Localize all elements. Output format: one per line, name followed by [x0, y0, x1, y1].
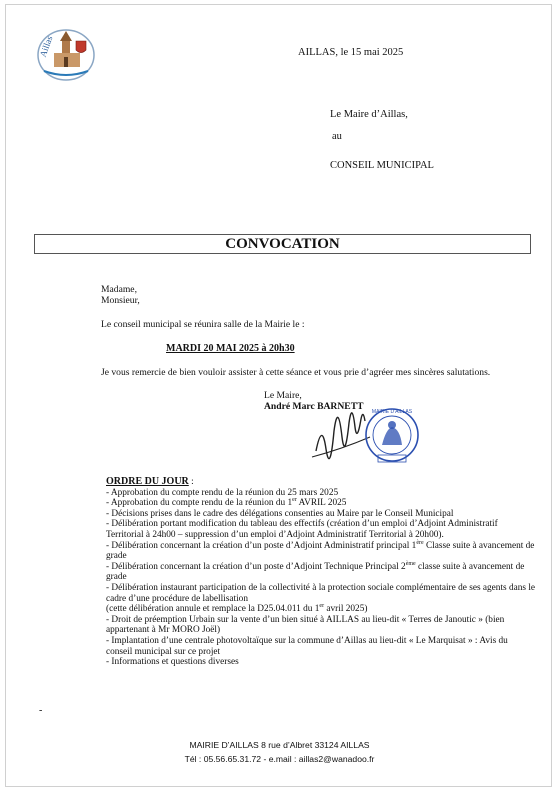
meeting-date: MARDI 20 MAI 2025 à 20h30 [166, 343, 295, 354]
footer-address: MAIRIE D’AILLAS 8 rue d’Albret 33124 AILLAS [189, 740, 370, 750]
agenda [106, 477, 536, 668]
place-and-date: AILLAS, le 15 mai 2025 [298, 47, 404, 58]
footer-contact: Tél : 05.56.65.31.72 - e.mail : aillas2@wanadoo.fr [184, 754, 375, 764]
agenda-item: - Approbation du compte rendu de la réunion du 1er AVRIL 2025 [106, 497, 347, 509]
agenda-item: - Délibération instaurant participation de la collectivité à la protection sociale complémentaire de ses agents dans le cadre d’une procédure de labellisation [106, 582, 536, 604]
letter-page [5, 4, 552, 787]
agenda-heading-line [106, 477, 536, 488]
closing-sentence: Je vous remercie de bien vouloir assister à cette séance et vous prie d’agréer mes sincères salutations. [101, 367, 491, 378]
address-to-word: au [332, 131, 342, 142]
salutation-monsieur: Monsieur, [101, 295, 140, 306]
margin-dash: - [39, 705, 43, 716]
recipient-line: CONSEIL MUNICIPAL [330, 160, 434, 171]
sender-line: Le Maire d’Aillas, [330, 109, 408, 120]
agenda-item: - Implantation d’une centrale photovoltaïque sur la commune d’Aillas au lieu-dit « Le Marquisat » : Avis du conseil municipal sur ce projet [106, 635, 508, 657]
agenda-item: - Délibération portant modification du tableau des effectifs (création d’un emploi d’Adjoint Administratif Territorial à 24h00 – suppression d’un emploi d’Adjoint Administratif Territorial à 20h00). [106, 519, 498, 540]
signatory-role: Le Maire, [264, 390, 302, 401]
salutation-madame: Madame, [101, 284, 137, 295]
agenda-item: - Décisions prises dans le cadre des délégations consenties au Maire par le Conseil Municipal [106, 508, 454, 519]
svg-text:Aillas: Aillas [37, 34, 55, 59]
svg-text:MAIRIE D'AILLAS: MAIRIE D'AILLAS [371, 409, 413, 415]
agenda-item: - Approbation du compte rendu de la réunion du 25 mars 2025 [106, 487, 339, 498]
agenda-item: (cette délibération annule et remplace la D25.04.011 du 1er avril 2025) [106, 603, 368, 615]
document-title: CONVOCATION [34, 234, 531, 254]
aillas-logo [36, 27, 96, 81]
meeting-intro: Le conseil municipal se réunira salle de la Mairie le : [101, 319, 305, 330]
agenda-list [106, 488, 536, 668]
agenda-heading-colon: : [188, 477, 194, 487]
agenda-item: - Délibération concernant la création d’un poste d’Adjoint Technique Principal 2ème classe suite à avancement de grade [106, 560, 525, 583]
agenda-item: - Droit de préemption Urbain sur la vente d’un bien situé à AILLAS au lieu-dit « Terres de Janoutic » (bien appartenant à Mr MORO Joël) [106, 614, 505, 636]
signature-and-stamp [308, 401, 428, 481]
signatory-name: André Marc BARNETT [264, 401, 364, 412]
agenda-item: - Informations et questions diverses [106, 657, 239, 668]
agenda-item: - Délibération concernant la création d’un poste d’Adjoint Administratif principal 1ère Classe suite à avancement de grade [106, 539, 535, 562]
agenda-heading: ORDRE DU JOUR [106, 476, 189, 487]
